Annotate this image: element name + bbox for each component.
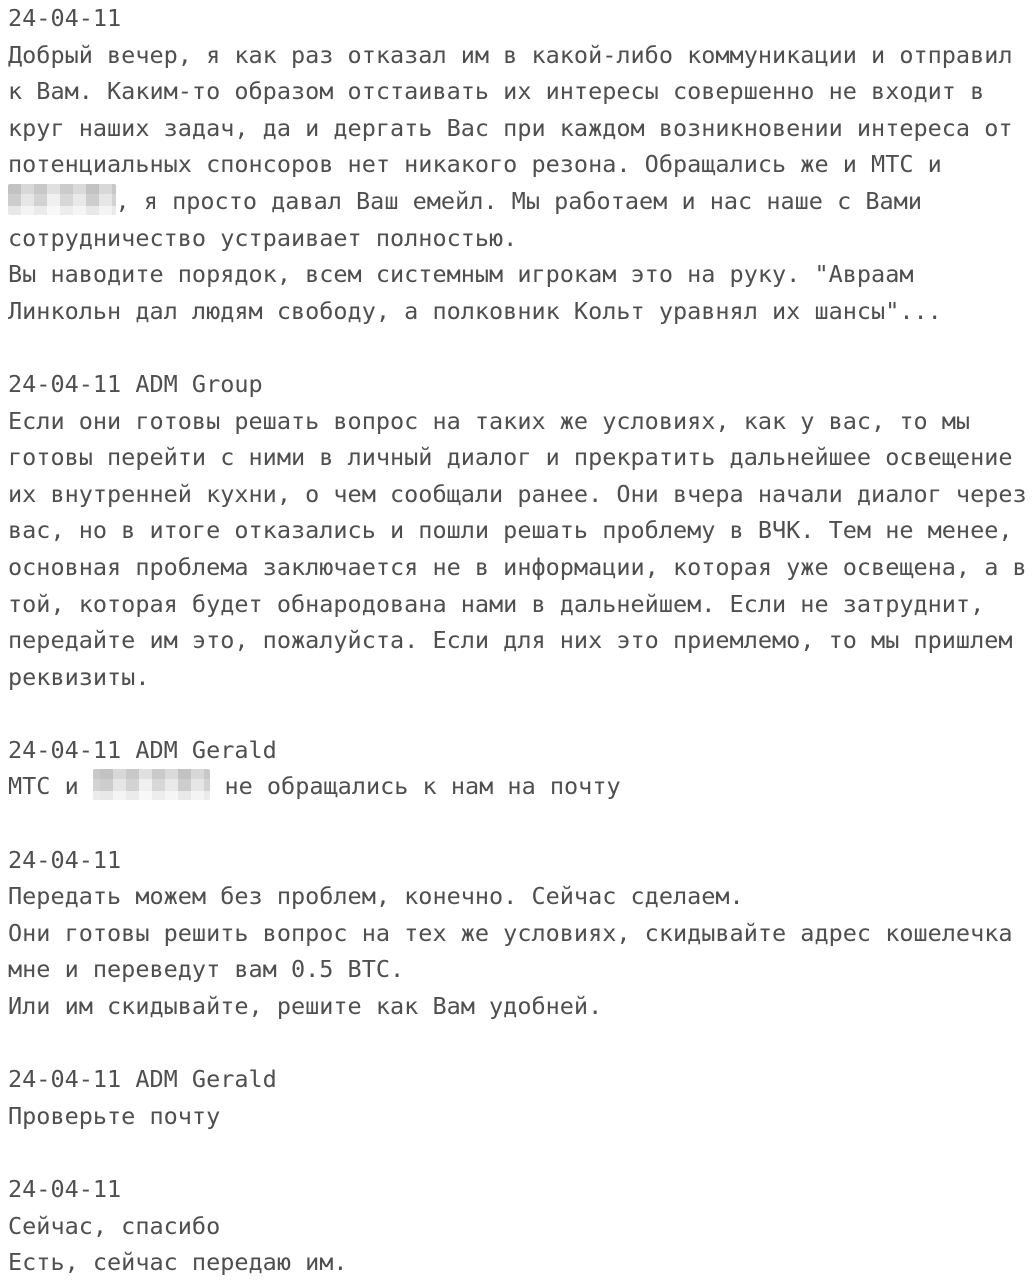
message-line	[8, 220, 1035, 257]
message-line	[8, 1244, 1035, 1281]
message-date: 24-04-11	[8, 1065, 122, 1094]
message-text: Сейчас, спасибо	[8, 1211, 221, 1240]
message-text: основная проблема заключается не в информации, которая уже освещена, а в	[8, 552, 1027, 581]
message-line	[8, 549, 1035, 586]
message-line	[8, 37, 1035, 74]
message-text: круг наших задач, да и дергать Вас при каждом возникновении интереса от	[8, 113, 1013, 142]
message-text: Линкольн дал людям свободу, а полковник Кольт уравнял их шансы"...	[8, 296, 942, 325]
message-date: 24-04-11	[8, 845, 122, 874]
message-header	[8, 732, 1035, 769]
redacted-text-blur	[93, 769, 210, 800]
message-text: их внутренней кухни, о чем сообщали ранее. Они вчера начали диалог через	[8, 479, 1027, 508]
message-date: 24-04-11	[8, 369, 122, 398]
message-line	[8, 659, 1035, 696]
message-text: готовы перейти с ними в личный диалог и прекратить дальнейшее освещение	[8, 443, 1013, 472]
message-text: Проверьте почту	[8, 1101, 221, 1130]
message-line	[8, 256, 1035, 293]
message-header	[8, 0, 1035, 37]
message-line	[8, 586, 1035, 623]
message-text: потенциальных спонсоров нет никакого резона. Обращались же и МТС и	[8, 150, 942, 179]
message-text: Они готовы решить вопрос на тех же условиях, скидывайте адрес кошелечка	[8, 918, 1013, 947]
message-header	[8, 842, 1035, 879]
message-text: МТС и	[8, 772, 93, 801]
chat-message	[8, 1061, 1035, 1134]
message-sender: ADM Gerald	[135, 1065, 277, 1094]
message-text: Если они готовы решать вопрос на таких же условиях, как у вас, то мы	[8, 406, 971, 435]
message-line	[8, 622, 1035, 659]
message-text: Передать можем без проблем, конечно. Сейчас сделаем.	[8, 882, 744, 911]
message-text: Вы наводите порядок, всем системным игрокам это на руку. "Авраам	[8, 260, 914, 289]
message-text: реквизиты.	[8, 662, 150, 691]
message-line	[8, 951, 1035, 988]
message-text: не обращались к нам на почту	[210, 772, 621, 801]
chat-message	[8, 366, 1035, 695]
message-sender: ADM Group	[135, 369, 263, 398]
message-text: передайте им это, пожалуйста. Если для них это приемлемо, то мы пришлем	[8, 626, 1013, 655]
message-line	[8, 110, 1035, 147]
message-line	[8, 183, 1035, 220]
message-line	[8, 73, 1035, 110]
message-header	[8, 1171, 1035, 1208]
message-date: 24-04-11	[8, 735, 122, 764]
message-line	[8, 988, 1035, 1025]
chat-message	[8, 842, 1035, 1025]
message-date: 24-04-11	[8, 4, 122, 32]
message-line	[8, 915, 1035, 952]
message-line	[8, 146, 1035, 183]
message-text: Или им скидывайте, решите как Вам удобней.	[8, 992, 603, 1021]
message-text: , я просто давал Ваш емейл. Мы работаем и нас наше с Вами	[115, 186, 922, 215]
message-line	[8, 476, 1035, 513]
message-text: Есть, сейчас передаю им.	[8, 1248, 348, 1277]
message-line	[8, 768, 1035, 805]
message-sender: ADM Gerald	[135, 735, 277, 764]
redacted-text-blur	[8, 184, 116, 215]
message-text: Добрый вечер, я как раз отказал им в какой-либо коммуникации и отправил	[8, 40, 1013, 69]
message-line	[8, 293, 1035, 330]
message-text: к Вам. Каким-то образом отстаивать их интересы совершенно не входит в	[8, 77, 985, 106]
message-header	[8, 1061, 1035, 1098]
message-text: сотрудничество устраивает полностью.	[8, 223, 518, 252]
message-line	[8, 1098, 1035, 1135]
message-text: мне и переведут вам 0.5 BTC.	[8, 955, 405, 984]
message-text: той, которая будет обнародована нами в дальнейшем. Если не затруднит,	[8, 589, 985, 618]
chat-message	[8, 732, 1035, 805]
chat-message	[8, 1171, 1035, 1281]
message-line	[8, 403, 1035, 440]
chat-message	[8, 0, 1035, 329]
message-line	[8, 878, 1035, 915]
message-text: вас, но в итоге отказались и пошли решать проблему в ВЧК. Тем не менее,	[8, 516, 1013, 545]
message-line	[8, 439, 1035, 476]
message-line	[8, 512, 1035, 549]
message-line	[8, 1208, 1035, 1245]
message-header	[8, 366, 1035, 403]
message-date: 24-04-11	[8, 1175, 122, 1203]
